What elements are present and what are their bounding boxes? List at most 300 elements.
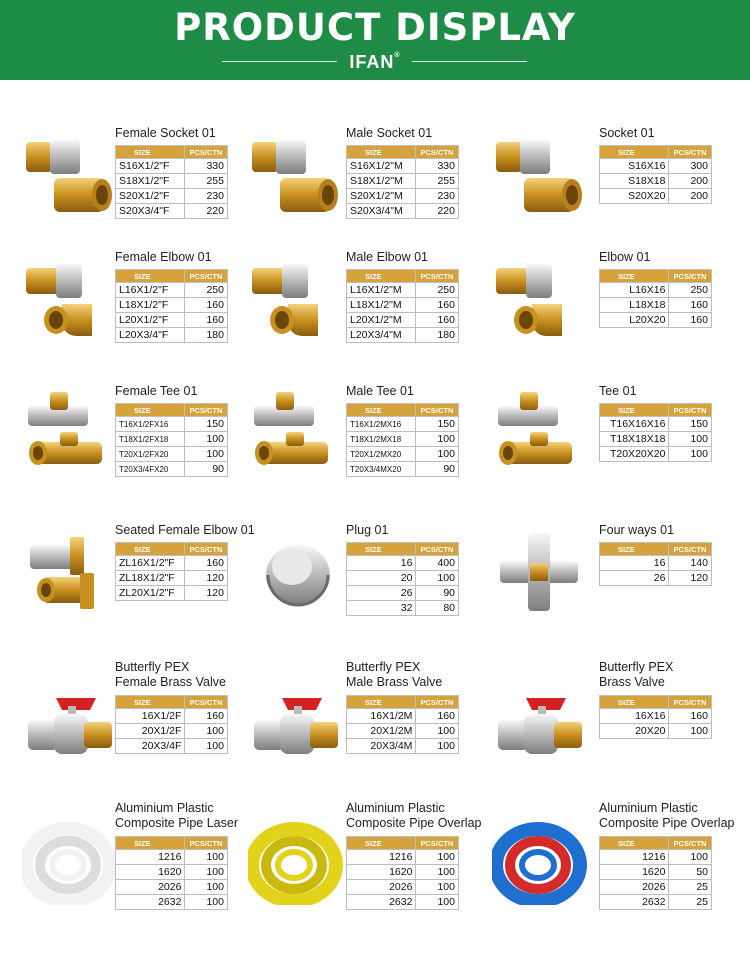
size-column-header: SIZE	[116, 543, 185, 556]
size-cell: T20X3/4MX20	[347, 462, 416, 477]
product-title-line: Butterfly PEX	[346, 660, 421, 674]
table-row	[347, 174, 459, 189]
pcs-cell: 160	[185, 556, 228, 571]
table-row	[600, 865, 712, 880]
table-row	[116, 462, 228, 477]
pcs-column-header: PCS/CTN	[185, 146, 228, 159]
product-title	[115, 801, 238, 831]
pcs-cell: 160	[185, 313, 228, 328]
table-row	[116, 283, 228, 298]
size-cell: L16X1/2"F	[116, 283, 185, 298]
pcs-cell: 100	[185, 880, 228, 895]
size-cell: T18X18X18	[600, 432, 669, 447]
pcs-column-header: PCS/CTN	[416, 270, 459, 283]
brand-logo	[330, 52, 420, 73]
size-cell: 2632	[116, 895, 185, 910]
page-title: PRODUCT DISPLAY	[174, 6, 576, 49]
male-valve-image	[248, 674, 343, 769]
size-column-header: SIZE	[116, 837, 185, 850]
size-cell: S18X1/2"F	[116, 174, 185, 189]
size-cell: T20X3/4FX20	[116, 462, 185, 477]
product-title	[346, 801, 481, 831]
pcs-cell: 160	[185, 709, 228, 724]
brand-name: IFAN	[349, 52, 395, 72]
brand-divider-left	[222, 61, 337, 62]
table-row	[347, 865, 459, 880]
table-row	[600, 709, 712, 724]
spec-table	[599, 836, 712, 910]
product-title	[599, 384, 637, 399]
spec-table	[346, 695, 459, 754]
table-row	[116, 204, 228, 219]
pcs-cell: 160	[416, 313, 459, 328]
pcs-cell: 150	[416, 417, 459, 432]
size-column-header: SIZE	[347, 837, 416, 850]
pcs-cell: 255	[185, 174, 228, 189]
size-column-header: SIZE	[116, 270, 185, 283]
pcs-cell: 100	[416, 447, 459, 462]
size-column-header: SIZE	[116, 404, 185, 417]
pcs-column-header: PCS/CTN	[185, 404, 228, 417]
size-cell: L16X16	[600, 283, 669, 298]
product-title	[599, 801, 734, 831]
product-title	[115, 250, 212, 265]
size-cell: 20	[347, 571, 416, 586]
product-title	[115, 126, 216, 141]
spec-table	[115, 145, 228, 219]
pcs-cell: 25	[669, 895, 712, 910]
table-row	[347, 462, 459, 477]
product-title	[599, 250, 650, 265]
table-row	[600, 571, 712, 586]
product-title-line: Butterfly PEX	[115, 660, 190, 674]
table-row	[347, 601, 459, 616]
pcs-cell: 100	[416, 850, 459, 865]
pcs-cell: 160	[185, 298, 228, 313]
size-cell: 20X3/4M	[347, 739, 416, 754]
table-row	[116, 313, 228, 328]
size-cell: S20X3/4"F	[116, 204, 185, 219]
product-title-line: Seated Female Elbow 01	[115, 523, 255, 537]
size-column-header: SIZE	[600, 270, 669, 283]
spec-table	[115, 542, 228, 601]
size-cell: T16X1/2MX16	[347, 417, 416, 432]
size-column-header: SIZE	[347, 543, 416, 556]
pcs-cell: 100	[669, 432, 712, 447]
product-title-line: Brass Valve	[599, 675, 665, 689]
size-column-header: SIZE	[347, 696, 416, 709]
pcs-cell: 330	[416, 159, 459, 174]
product-title-line: Male Elbow 01	[346, 250, 428, 264]
size-cell: 16	[347, 556, 416, 571]
size-cell: T20X1/2FX20	[116, 447, 185, 462]
table-row	[347, 432, 459, 447]
pcs-cell: 255	[416, 174, 459, 189]
female-socket-image	[22, 130, 117, 225]
female-valve-image	[22, 674, 117, 769]
spec-table	[599, 542, 712, 586]
pcs-cell: 25	[669, 880, 712, 895]
table-row	[600, 417, 712, 432]
size-cell: T16X1/2FX16	[116, 417, 185, 432]
size-cell: S20X1/2"F	[116, 189, 185, 204]
size-cell: T20X1/2MX20	[347, 447, 416, 462]
size-cell: 26	[600, 571, 669, 586]
product-title-line: Male Socket 01	[346, 126, 433, 140]
spec-table	[599, 269, 712, 328]
tee-image	[492, 388, 587, 483]
size-cell: 1620	[116, 865, 185, 880]
spec-table	[346, 542, 459, 616]
table-row	[116, 571, 228, 586]
four-ways-image	[492, 527, 587, 622]
table-row	[116, 739, 228, 754]
table-row	[116, 880, 228, 895]
pcs-cell: 120	[185, 571, 228, 586]
spec-table	[115, 403, 228, 477]
overlap-pipe-red-blue-image	[492, 815, 587, 910]
product-title-line: Male Brass Valve	[346, 675, 443, 689]
spec-table	[115, 836, 228, 910]
pcs-cell: 90	[416, 462, 459, 477]
pcs-cell: 100	[416, 724, 459, 739]
pcs-cell: 230	[416, 189, 459, 204]
product-title-line: Female Tee 01	[115, 384, 198, 398]
size-cell: ZL16X1/2"F	[116, 556, 185, 571]
product-title-line: Socket 01	[599, 126, 655, 140]
table-row	[116, 850, 228, 865]
size-cell: 1216	[347, 850, 416, 865]
table-row	[347, 586, 459, 601]
size-column-header: SIZE	[600, 696, 669, 709]
size-cell: 2026	[600, 880, 669, 895]
spec-table	[346, 403, 459, 477]
spec-table	[599, 403, 712, 462]
table-row	[347, 709, 459, 724]
female-elbow-image	[22, 254, 117, 349]
table-row	[116, 895, 228, 910]
size-cell: 16X1/2F	[116, 709, 185, 724]
table-row	[347, 189, 459, 204]
pcs-cell: 100	[185, 865, 228, 880]
pcs-cell: 120	[669, 571, 712, 586]
product-title	[346, 384, 414, 399]
product-title-line: Aluminium Plastic	[115, 801, 214, 815]
male-tee-image	[248, 388, 343, 483]
pcs-cell: 180	[185, 328, 228, 343]
table-row	[600, 724, 712, 739]
size-cell: T18X1/2FX18	[116, 432, 185, 447]
size-cell: S18X1/2"M	[347, 174, 416, 189]
size-cell: 1216	[116, 850, 185, 865]
female-tee-image	[22, 388, 117, 483]
product-title-line: Composite Pipe Laser	[115, 816, 238, 830]
brass-valve-image	[492, 674, 587, 769]
size-cell: 20X1/2F	[116, 724, 185, 739]
table-row	[347, 204, 459, 219]
pcs-cell: 100	[416, 895, 459, 910]
table-row	[347, 850, 459, 865]
size-cell: L20X1/2"F	[116, 313, 185, 328]
laser-pipe-image	[22, 815, 117, 910]
pcs-column-header: PCS/CTN	[669, 270, 712, 283]
size-cell: 2026	[116, 880, 185, 895]
table-row	[116, 189, 228, 204]
product-title	[599, 126, 655, 141]
product-title-line: Female Elbow 01	[115, 250, 212, 264]
product-title-line: Composite Pipe Overlap	[599, 816, 735, 830]
pcs-cell: 100	[185, 895, 228, 910]
table-row	[600, 850, 712, 865]
size-cell: S20X20	[600, 189, 669, 204]
size-cell: L20X1/2"M	[347, 313, 416, 328]
table-row	[600, 432, 712, 447]
table-row	[116, 447, 228, 462]
pcs-column-header: PCS/CTN	[416, 146, 459, 159]
pcs-cell: 120	[185, 586, 228, 601]
product-title	[599, 660, 673, 690]
product-title-line: Female Brass Valve	[115, 675, 226, 689]
size-column-header: SIZE	[600, 543, 669, 556]
pcs-cell: 220	[416, 204, 459, 219]
table-row	[116, 709, 228, 724]
pcs-column-header: PCS/CTN	[669, 404, 712, 417]
size-cell: L20X20	[600, 313, 669, 328]
elbow-image	[492, 254, 587, 349]
product-title-line: Plug 01	[346, 523, 389, 537]
size-cell: L18X1/2"F	[116, 298, 185, 313]
size-cell: S16X1/2"F	[116, 159, 185, 174]
table-row	[347, 313, 459, 328]
pcs-cell: 100	[416, 865, 459, 880]
size-column-header: SIZE	[347, 146, 416, 159]
product-title-line: Elbow 01	[599, 250, 651, 264]
size-column-header: SIZE	[600, 404, 669, 417]
table-row	[116, 586, 228, 601]
product-title	[599, 523, 674, 538]
size-cell: L20X3/4"M	[347, 328, 416, 343]
size-cell: 1620	[347, 865, 416, 880]
size-cell: 2632	[600, 895, 669, 910]
pcs-cell: 100	[185, 447, 228, 462]
pcs-cell: 100	[669, 850, 712, 865]
size-cell: S20X1/2"M	[347, 189, 416, 204]
pcs-cell: 80	[416, 601, 459, 616]
table-row	[600, 556, 712, 571]
size-cell: 32	[347, 601, 416, 616]
pcs-cell: 100	[669, 724, 712, 739]
pcs-cell: 200	[669, 189, 712, 204]
pcs-cell: 400	[416, 556, 459, 571]
size-cell: 26	[347, 586, 416, 601]
product-title	[346, 126, 432, 141]
size-cell: L16X1/2"M	[347, 283, 416, 298]
pcs-column-header: PCS/CTN	[416, 696, 459, 709]
pcs-cell: 160	[669, 709, 712, 724]
male-elbow-image	[248, 254, 343, 349]
pcs-column-header: PCS/CTN	[669, 146, 712, 159]
seated-female-elbow-image	[22, 527, 117, 622]
size-column-header: SIZE	[347, 404, 416, 417]
product-title	[346, 250, 428, 265]
table-row	[347, 417, 459, 432]
pcs-cell: 230	[185, 189, 228, 204]
product-title-line: Aluminium Plastic	[346, 801, 445, 815]
spec-table	[346, 269, 459, 343]
table-row	[347, 447, 459, 462]
table-row	[116, 328, 228, 343]
header-banner	[0, 0, 750, 80]
size-cell: L20X3/4"F	[116, 328, 185, 343]
table-row	[347, 895, 459, 910]
size-cell: 1216	[600, 850, 669, 865]
size-cell: 2632	[347, 895, 416, 910]
table-row	[600, 313, 712, 328]
pcs-cell: 50	[669, 865, 712, 880]
product-title-line: Four ways 01	[599, 523, 675, 537]
plug-image	[248, 527, 343, 622]
product-title	[346, 523, 388, 538]
product-title	[115, 523, 255, 538]
size-cell: ZL20X1/2"F	[116, 586, 185, 601]
pcs-cell: 100	[669, 447, 712, 462]
table-row	[600, 880, 712, 895]
pcs-column-header: PCS/CTN	[416, 543, 459, 556]
table-row	[347, 328, 459, 343]
pcs-cell: 100	[416, 432, 459, 447]
size-cell: S16X1/2"M	[347, 159, 416, 174]
table-row	[347, 571, 459, 586]
table-row	[600, 447, 712, 462]
table-row	[347, 283, 459, 298]
product-title	[115, 384, 197, 399]
size-cell: 1620	[600, 865, 669, 880]
table-row	[600, 298, 712, 313]
pcs-cell: 100	[416, 739, 459, 754]
size-cell: ZL18X1/2"F	[116, 571, 185, 586]
table-row	[116, 159, 228, 174]
spec-table	[599, 145, 712, 204]
product-title	[115, 660, 226, 690]
pcs-column-header: PCS/CTN	[416, 404, 459, 417]
pcs-column-header: PCS/CTN	[185, 696, 228, 709]
table-row	[116, 865, 228, 880]
pcs-cell: 220	[185, 204, 228, 219]
size-cell: T16X16X16	[600, 417, 669, 432]
product-title-line: Female Socket 01	[115, 126, 216, 140]
size-cell: 16X16	[600, 709, 669, 724]
product-title	[346, 660, 442, 690]
pcs-cell: 200	[669, 174, 712, 189]
pcs-cell: 160	[416, 298, 459, 313]
pcs-cell: 250	[185, 283, 228, 298]
pcs-column-header: PCS/CTN	[185, 270, 228, 283]
spec-table	[115, 269, 228, 343]
pcs-cell: 100	[185, 432, 228, 447]
pcs-cell: 160	[416, 709, 459, 724]
pcs-cell: 250	[416, 283, 459, 298]
product-title-line: Male Tee 01	[346, 384, 414, 398]
pcs-column-header: PCS/CTN	[669, 837, 712, 850]
spec-table	[599, 695, 712, 739]
table-row	[116, 724, 228, 739]
product-title-line: Composite Pipe Overlap	[346, 816, 482, 830]
size-column-header: SIZE	[347, 270, 416, 283]
size-cell: 16	[600, 556, 669, 571]
size-cell: 2026	[347, 880, 416, 895]
table-row	[116, 432, 228, 447]
table-row	[347, 556, 459, 571]
table-row	[600, 189, 712, 204]
pcs-cell: 100	[185, 724, 228, 739]
size-cell: L18X18	[600, 298, 669, 313]
table-row	[347, 739, 459, 754]
size-cell: 20X1/2M	[347, 724, 416, 739]
table-row	[600, 283, 712, 298]
table-row	[116, 417, 228, 432]
pcs-cell: 100	[185, 739, 228, 754]
brand-divider-right	[412, 61, 527, 62]
size-column-header: SIZE	[600, 146, 669, 159]
pcs-cell: 180	[416, 328, 459, 343]
table-row	[347, 159, 459, 174]
pcs-column-header: PCS/CTN	[669, 696, 712, 709]
brand-mark: ®	[394, 52, 401, 59]
pcs-cell: 160	[669, 313, 712, 328]
table-row	[600, 159, 712, 174]
spec-table	[115, 695, 228, 754]
pcs-cell: 90	[416, 586, 459, 601]
product-title-line: Butterfly PEX	[599, 660, 674, 674]
socket-image	[492, 130, 587, 225]
pcs-cell: 150	[185, 417, 228, 432]
size-cell: S18X18	[600, 174, 669, 189]
table-row	[347, 880, 459, 895]
size-cell: T18X1/2MX18	[347, 432, 416, 447]
size-cell: T20X20X20	[600, 447, 669, 462]
size-cell: L18X1/2"M	[347, 298, 416, 313]
pcs-cell: 100	[416, 571, 459, 586]
pcs-column-header: PCS/CTN	[185, 837, 228, 850]
table-row	[116, 298, 228, 313]
pcs-cell: 100	[185, 850, 228, 865]
pcs-column-header: PCS/CTN	[185, 543, 228, 556]
table-row	[347, 298, 459, 313]
pcs-column-header: PCS/CTN	[416, 837, 459, 850]
pcs-cell: 250	[669, 283, 712, 298]
pcs-cell: 150	[669, 417, 712, 432]
size-cell: 20X20	[600, 724, 669, 739]
size-column-header: SIZE	[600, 837, 669, 850]
pcs-cell: 160	[669, 298, 712, 313]
pcs-cell: 140	[669, 556, 712, 571]
pcs-cell: 330	[185, 159, 228, 174]
product-title-line: Tee 01	[599, 384, 637, 398]
table-row	[347, 724, 459, 739]
pcs-cell: 300	[669, 159, 712, 174]
size-cell: 16X1/2M	[347, 709, 416, 724]
table-row	[116, 556, 228, 571]
size-cell: S16X16	[600, 159, 669, 174]
size-column-header: SIZE	[116, 696, 185, 709]
male-socket-image	[248, 130, 343, 225]
spec-table	[346, 836, 459, 910]
table-row	[600, 895, 712, 910]
size-column-header: SIZE	[116, 146, 185, 159]
size-cell: 20X3/4F	[116, 739, 185, 754]
pcs-cell: 90	[185, 462, 228, 477]
pcs-column-header: PCS/CTN	[669, 543, 712, 556]
